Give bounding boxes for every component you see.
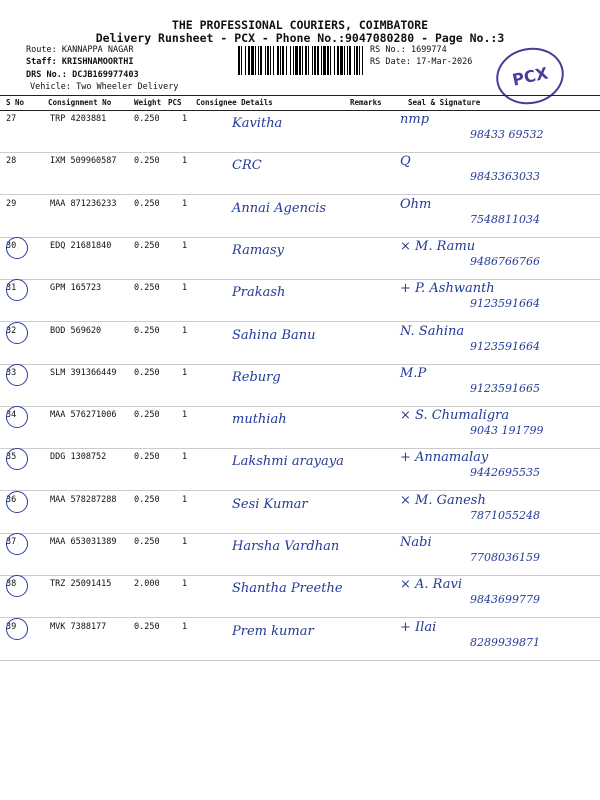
row-weight: 2.000 xyxy=(134,579,160,590)
receiver-phone: 9123591664 xyxy=(470,297,540,311)
receiver-signature: + P. Ashwanth xyxy=(400,281,495,297)
row-sno: 30 xyxy=(6,240,17,251)
barcode xyxy=(238,46,364,75)
receiver-phone: 8289939871 xyxy=(470,635,540,649)
vehicle-value: Two Wheeler Delivery xyxy=(76,82,179,92)
table-row xyxy=(0,237,600,280)
row-consignment-no: GPM 165723 xyxy=(50,283,102,294)
runsheet-title: Delivery Runsheet - PCX - Phone No.:9047080280 - Page No.:3 xyxy=(95,31,505,45)
row-weight: 0.250 xyxy=(134,240,160,251)
table-row xyxy=(0,575,600,618)
row-pcs: 1 xyxy=(182,198,188,209)
row-weight: 0.250 xyxy=(134,410,160,421)
table-row xyxy=(0,406,600,449)
table-row xyxy=(0,533,600,576)
receiver-signature: Nabi xyxy=(400,535,432,550)
row-weight: 0.250 xyxy=(134,156,160,167)
consignee-name-handwritten: Harsha Vardhan xyxy=(232,539,340,554)
row-pcs: 1 xyxy=(182,452,188,463)
receiver-signature: Ohm xyxy=(400,196,432,212)
row-sno: 39 xyxy=(6,621,17,632)
staff-label: Staff: xyxy=(26,57,57,67)
drs-value: DCJB169977403 xyxy=(72,70,139,80)
receiver-phone: 98433 69532 xyxy=(470,128,544,141)
row-pcs: 1 xyxy=(182,621,188,632)
row-pcs: 1 xyxy=(182,537,188,547)
receiver-signature: × M. Ramu xyxy=(400,238,476,254)
row-pcs: 1 xyxy=(182,114,188,124)
col-consignment: Consignment No xyxy=(48,98,112,107)
column-header-row xyxy=(0,95,600,111)
row-sno: 31 xyxy=(6,283,17,294)
receiver-phone: 7708036159 xyxy=(470,551,540,564)
table-row xyxy=(0,364,600,407)
row-consignment-no: EDQ 21681840 xyxy=(50,240,112,251)
row-consignment-no: MVK 7388177 xyxy=(50,621,107,632)
rs-no-line xyxy=(370,45,447,55)
receiver-signature: × M. Ganesh xyxy=(400,492,486,508)
row-pcs: 1 xyxy=(182,325,188,336)
rs-date-label: RS Date: xyxy=(370,57,411,67)
consignee-name-handwritten: muthiah xyxy=(232,412,287,428)
row-pcs: 1 xyxy=(182,367,188,378)
receiver-signature: × S. Chumaligra xyxy=(400,408,510,424)
consignee-name-handwritten: Sesi Kumar xyxy=(232,496,308,512)
route-label: Route: xyxy=(26,45,57,55)
row-weight: 0.250 xyxy=(134,283,160,294)
col-sno: S No xyxy=(6,98,25,107)
row-pcs: 1 xyxy=(182,156,188,167)
receiver-phone: 9043 191799 xyxy=(470,424,544,438)
table-row xyxy=(0,279,600,322)
pcx-stamp: PCX xyxy=(491,42,569,111)
vehicle-label: Vehicle: xyxy=(30,82,71,92)
staff-value: KRISHNAMOORTHI xyxy=(61,57,134,67)
row-consignment-no: TRP 4203881 xyxy=(50,114,107,124)
receiver-phone: 9843363033 xyxy=(470,170,540,184)
table-row xyxy=(0,110,600,153)
drs-label: DRS No.: xyxy=(26,70,67,80)
row-consignment-no: SLM 391366449 xyxy=(50,367,117,378)
receiver-phone: 9123591664 xyxy=(470,339,540,353)
rs-date-line xyxy=(370,57,472,67)
row-sno: 27 xyxy=(6,114,17,124)
company-name: THE PROFESSIONAL COURIERS, COIMBATORE xyxy=(171,18,429,32)
row-weight: 0.250 xyxy=(134,198,160,209)
row-consignment-no: DDG 1308752 xyxy=(50,452,107,463)
consignee-name-handwritten: Sahina Banu xyxy=(232,327,316,343)
consignee-name-handwritten: Ramasy xyxy=(232,242,284,258)
table-row xyxy=(0,322,600,365)
row-sno: 33 xyxy=(6,367,17,378)
row-consignment-no: IXM 509960587 xyxy=(50,156,117,167)
row-sno: 29 xyxy=(6,198,17,209)
row-sno: 38 xyxy=(6,579,17,590)
col-pcs: PCS xyxy=(168,98,182,107)
row-weight: 0.250 xyxy=(134,621,160,632)
row-consignment-no: TRZ 25091415 xyxy=(50,579,112,590)
receiver-signature: N. Sahina xyxy=(400,323,465,339)
row-weight: 0.250 xyxy=(134,537,160,547)
col-seal: Seal & Signature xyxy=(408,98,481,107)
consignee-name-handwritten: Prakash xyxy=(232,285,286,301)
table-row xyxy=(0,195,600,238)
col-weight: Weight xyxy=(134,98,162,107)
route-value: KANNAPPA NAGAR xyxy=(61,45,134,55)
table-row xyxy=(0,448,600,491)
consignee-name-handwritten: Reburg xyxy=(232,369,281,385)
rs-no-label: RS No.: xyxy=(370,45,406,55)
row-pcs: 1 xyxy=(182,410,188,421)
receiver-phone: 9486766766 xyxy=(470,254,540,268)
row-consignment-no: MAA 578287288 xyxy=(50,494,117,505)
row-pcs: 1 xyxy=(182,494,188,505)
rs-no-value: 1699774 xyxy=(410,45,447,55)
receiver-phone: 7871055248 xyxy=(470,508,540,522)
table-row xyxy=(0,618,600,661)
row-consignment-no: MAA 653031389 xyxy=(50,537,117,547)
receiver-phone: 9123591665 xyxy=(470,381,540,395)
row-sno: 34 xyxy=(6,410,17,421)
consignee-name-handwritten: Prem kumar xyxy=(232,623,314,639)
row-consignment-no: MAA 576271006 xyxy=(50,410,117,421)
row-weight: 0.250 xyxy=(134,494,160,505)
receiver-signature: × A. Ravi xyxy=(400,577,463,593)
consignee-name-handwritten: CRC xyxy=(232,158,262,174)
row-weight: 0.250 xyxy=(134,325,160,336)
vehicle-line xyxy=(30,82,178,92)
consignee-name-handwritten: Lakshmi arayaya xyxy=(232,454,344,470)
receiver-signature: nmp xyxy=(400,112,430,127)
row-sno: 35 xyxy=(6,452,17,463)
col-remarks: Remarks xyxy=(350,98,382,107)
receiver-phone: 7548811034 xyxy=(470,212,540,226)
receiver-signature: M.P xyxy=(400,365,427,381)
row-pcs: 1 xyxy=(182,579,188,590)
row-sno: 32 xyxy=(6,325,17,336)
consignee-name-handwritten: Kavitha xyxy=(232,116,283,131)
table-row xyxy=(0,491,600,534)
table-row xyxy=(0,152,600,195)
row-weight: 0.250 xyxy=(134,452,160,463)
receiver-phone: 9843699779 xyxy=(470,593,540,607)
row-weight: 0.250 xyxy=(134,367,160,378)
receiver-phone: 9442695535 xyxy=(470,466,540,480)
row-pcs: 1 xyxy=(182,283,188,294)
row-sno: 37 xyxy=(6,537,17,547)
col-consignee: Consignee Details xyxy=(196,98,273,107)
receiver-signature: + Annamalay xyxy=(400,450,489,466)
row-sno: 36 xyxy=(6,494,17,505)
row-pcs: 1 xyxy=(182,240,188,251)
rs-date-value: 17-Mar-2026 xyxy=(416,57,473,67)
drs-line xyxy=(26,70,139,80)
staff-line xyxy=(26,57,134,67)
row-consignment-no: MAA 871236233 xyxy=(50,198,117,209)
row-sno: 28 xyxy=(6,156,17,167)
route-line xyxy=(26,45,134,55)
receiver-signature: Q xyxy=(400,154,411,170)
row-weight: 0.250 xyxy=(134,114,160,124)
row-consignment-no: BOD 569620 xyxy=(50,325,102,336)
consignee-name-handwritten: Annai Agencis xyxy=(232,200,327,216)
consignee-name-handwritten: Shantha Preethe xyxy=(232,581,343,597)
receiver-signature: + Ilai xyxy=(400,619,437,635)
